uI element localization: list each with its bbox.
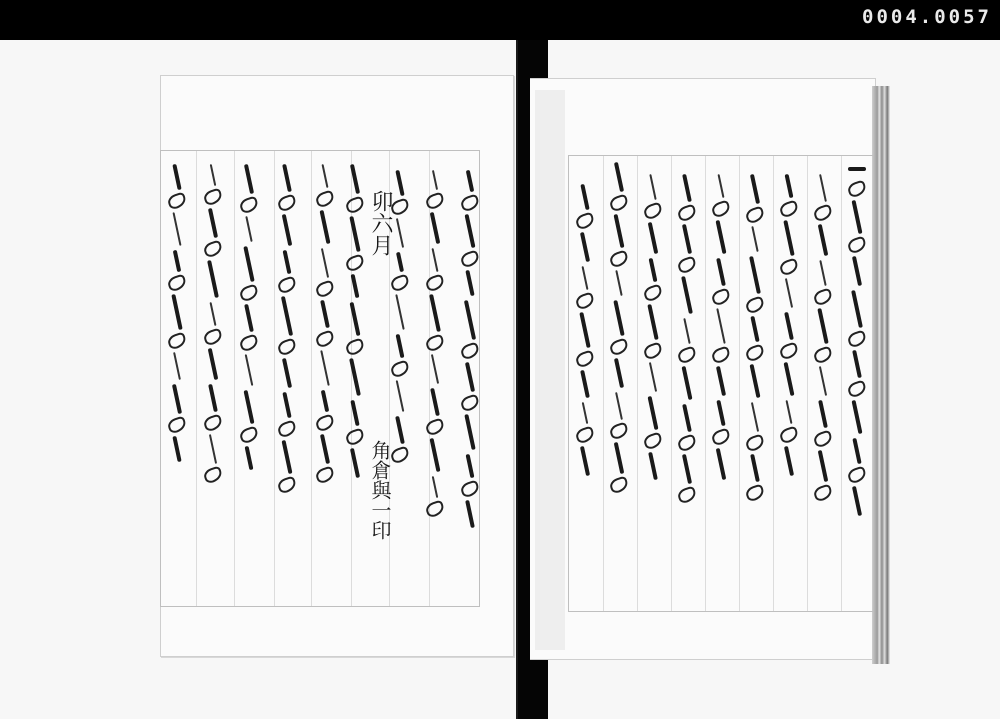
right-handwriting-column — [638, 172, 668, 482]
left-handwriting-column — [162, 162, 192, 464]
right-handwriting-column — [740, 172, 770, 502]
right-handwriting-column — [570, 182, 600, 478]
left-handwriting-column — [310, 162, 340, 484]
signature-text: 角倉與一印 — [368, 440, 392, 540]
stacked-page-edges — [872, 86, 890, 664]
right-handwriting-column — [842, 158, 872, 518]
left-handwriting-column — [455, 168, 485, 530]
page-bleed-shadow — [535, 90, 565, 650]
left-handwriting-column — [420, 168, 450, 518]
right-handwriting-column — [672, 172, 702, 504]
microfilm-frame-number: 0004.0057 — [862, 6, 992, 28]
right-handwriting-column — [604, 160, 634, 494]
right-handwriting-column — [774, 172, 804, 478]
right-handwriting-column — [808, 172, 838, 502]
date-heading-text: 卯六月 — [368, 190, 393, 256]
left-handwriting-column — [272, 162, 302, 494]
left-handwriting-column — [198, 162, 228, 484]
right-handwriting-column — [706, 172, 736, 482]
left-handwriting-column — [234, 162, 264, 472]
left-handwriting-column — [340, 162, 370, 480]
